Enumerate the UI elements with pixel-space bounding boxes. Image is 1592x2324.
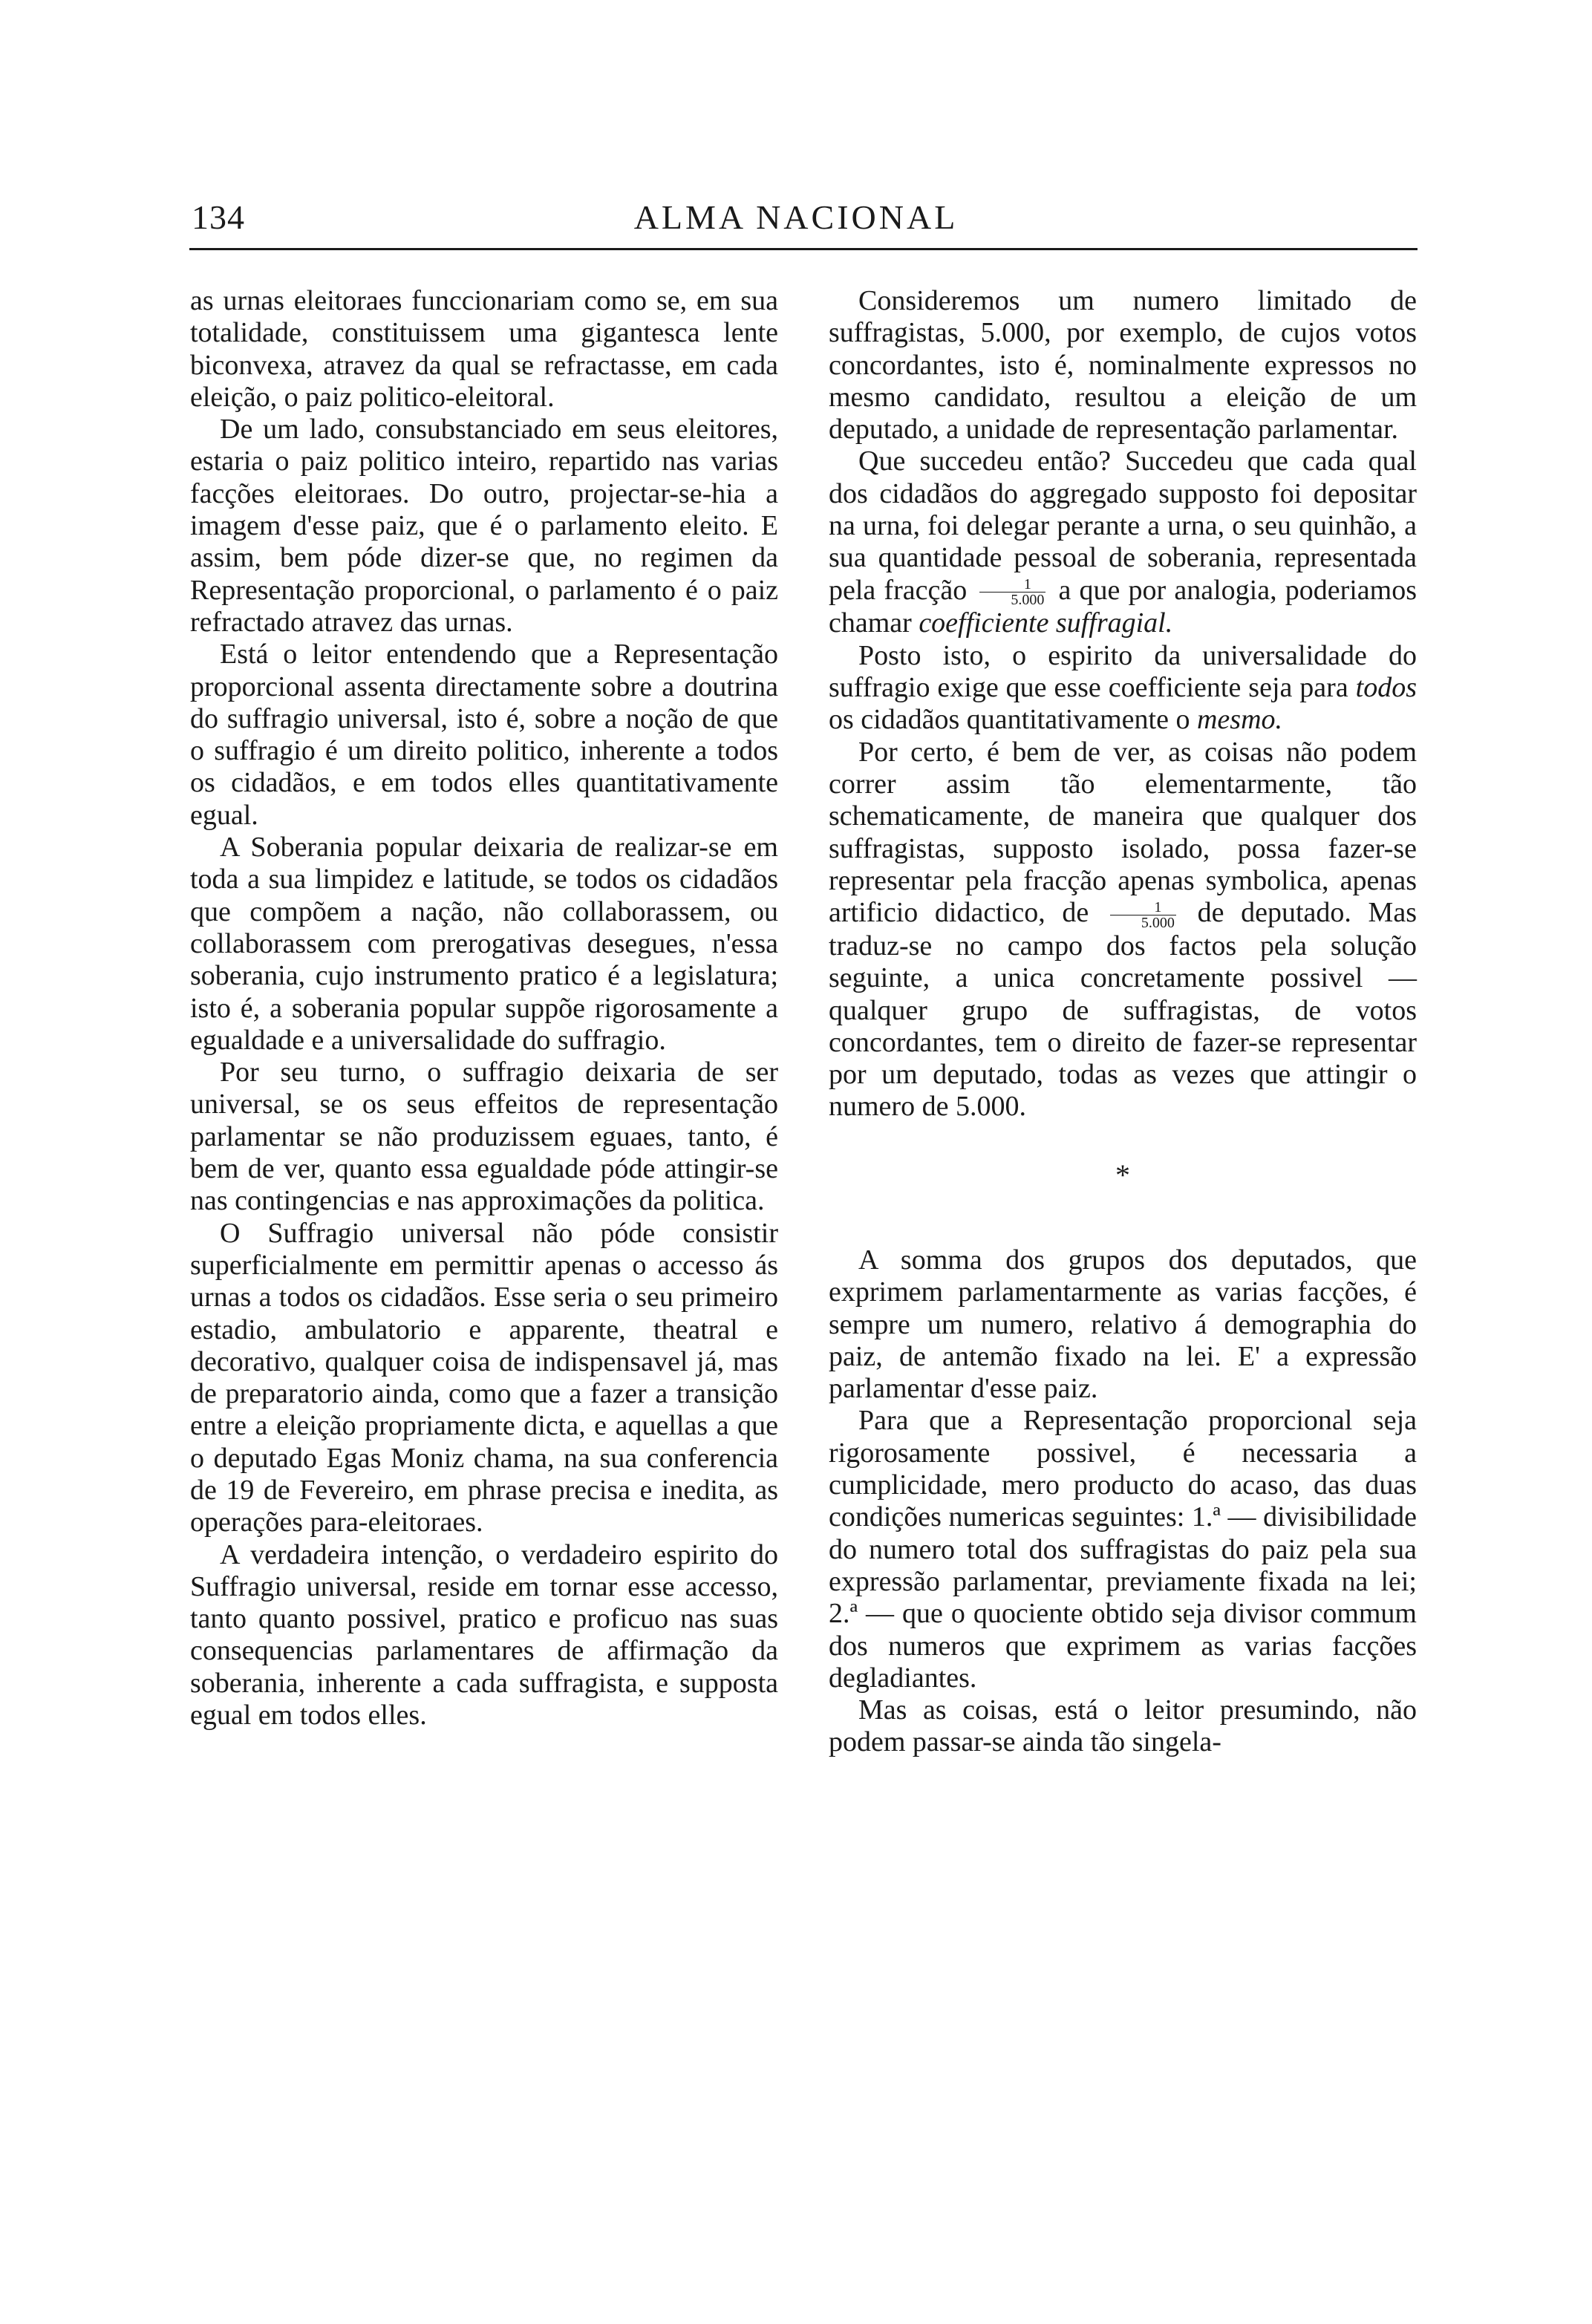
- fraction: [979, 577, 1045, 607]
- header-rule: [189, 248, 1418, 250]
- paragraph: A Soberania popular deixaria de realizar-se em toda a sua limpidez e latitude, se todos os cidadãos que compõem a nação, não collaborassem, ou collaborassem com prerogativas desegues, n'essa soberania, cujo instrumento pratico é a legislatura; isto é, a soberania popular suppõe rigorosamente a egualdade e a universalidade do suffragio.: [190, 832, 778, 1056]
- running-title: ALMA NACIONAL: [633, 198, 959, 236]
- paragraph: De um lado, consubstanciado em seus eleitores, estaria o paiz politico inteiro, repartido nas varias facções eleitoraes. Do outro, projectar-se-hia a imagem d'esse paiz, que é o parlamento eleito. E assim, bem póde dizer-se que, no regimen da Representação proporcional, o parlamento é o paiz refractado atravez das urnas.: [190, 414, 778, 638]
- page-number: 134: [192, 198, 245, 236]
- paragraph-text: Por certo, é bem de ver, as coisas não podem correr assim tão elementarmente, tão schematicamente, de maneira que qualquer dos suffragistas, supposto isolado, possa fazer-se representar pela fracção apenas symbolica, apenas artificio didactico, de: [829, 736, 1417, 929]
- italic-term: coefficiente suffragial.: [919, 607, 1173, 639]
- paragraph-text: de deputado. Mas traduz-se no campo dos factos pela solução seguinte, a unica concretamente possivel — qualquer grupo de suffragistas, de votos concordantes, tem o direito de fazer-se representar por um deputado, todas as vezes que attingir o numero de 5.000.: [829, 897, 1417, 1123]
- paragraph: Consideremos um numero limitado de suffragistas, 5.000, por exemplo, de cujos votos concordantes, isto é, nominalmente expressos no mesmo candidato, resultou a eleição de um deputado, a unidade de representação parlamentar.: [829, 285, 1417, 445]
- paragraph-text: os cidadãos quantitativamente o: [829, 704, 1190, 736]
- paragraph: as urnas eleitoraes funccionariam como se, em sua totalidade, constituissem uma gigantesca lente biconvexa, atravez da qual se refractasse, em cada eleição, o paiz politico-eleitoral.: [190, 285, 778, 413]
- section-separator: *: [1115, 1158, 1130, 1192]
- paragraph: Mas as coisas, está o leitor presumindo, não podem passar-se ainda tão singela-: [829, 1694, 1417, 1758]
- italic-term: mesmo.: [1196, 704, 1283, 736]
- paragraph-text: Posto isto, o espirito da universalidade do suffragio exige que esse coefficiente seja para: [829, 639, 1417, 704]
- paragraph: A somma dos grupos dos deputados, que exprimem parlamentarmente as varias facções, é sempre um numero, relativo á demographia do paiz, de antemão fixado na lei. E' a expressão parlamentar d'esse paiz.: [829, 1244, 1417, 1405]
- paragraph: Por seu turno, o suffragio deixaria de ser universal, se os seus effeitos de representação parlamentar se não produzissem eguaes, tanto, é bem de ver, quanto essa egualdade póde attingir-se nas contingencias e nas approximações da politica.: [190, 1057, 778, 1217]
- italic-term: todos: [1355, 672, 1418, 704]
- paragraph: Está o leitor entendendo que a Representação proporcional assenta directamente sobre a doutrina do suffragio universal, isto é, sobre a noção de que o suffragio é um direito politico, inherente a todos os cidadãos, e em todos elles quantitativamente egual.: [190, 639, 778, 831]
- paragraph: O Suffragio universal não póde consistir superficialmente em permittir apenas o accesso ás urnas a todos os cidadãos. Esse seria o seu primeiro estadio, ambulatorio e apparente, theatral e decorativo, qualquer coisa de indispensavel já, mas de preparatorio ainda, como que a fazer a transição entre a eleição propriamente dicta, e aquellas a que o deputado Egas Moniz chama, na sua conferencia de 19 de Fevereiro, em phrase precisa e inedita, as operações para-eleitoraes.: [190, 1217, 778, 1538]
- paragraph: [829, 737, 1417, 1123]
- paragraph-text: a que por analogia, poderiamos chamar: [829, 574, 1418, 639]
- left-column: [190, 285, 778, 1731]
- fraction-numerator: 1: [1110, 900, 1176, 915]
- fraction: [1110, 900, 1176, 930]
- right-column: [829, 285, 1417, 1759]
- paragraph: [829, 640, 1417, 737]
- fraction-denominator: 5.000: [1011, 592, 1045, 609]
- paragraph: Para que a Representação proporcional seja rigorosamente possivel, é necessaria a cumplicidade, mero producto do acaso, das duas condições numericas seguintes: 1.ª — divisibilidade do numero total dos suffragistas do paiz pela sua expressão parlamentar, previamente fixada na lei; 2.ª — que o quociente obtido seja divisor commum dos numeros que exprimem as varias facções degladiantes.: [829, 1405, 1417, 1694]
- paragraph: A verdadeira intenção, o verdadeiro espirito do Suffragio universal, reside em tornar esse accesso, tanto quanto possivel, pratico e proficuo nas suas consequencias parlamentares de affirmação da soberania, inherente a cada suffragista, e supposta egual em todos elles.: [190, 1538, 778, 1731]
- fraction-numerator: 1: [979, 577, 1045, 593]
- paragraph: [829, 445, 1417, 639]
- fraction-denominator: 5.000: [1141, 914, 1175, 931]
- paragraph-text: Que succedeu então? Succedeu que cada qual dos cidadãos do aggregado supposto foi depositar na urna, foi delegar perante a urna, o seu quinhão, a sua quantidade pessoal de soberania, representada pela fracção: [829, 445, 1417, 606]
